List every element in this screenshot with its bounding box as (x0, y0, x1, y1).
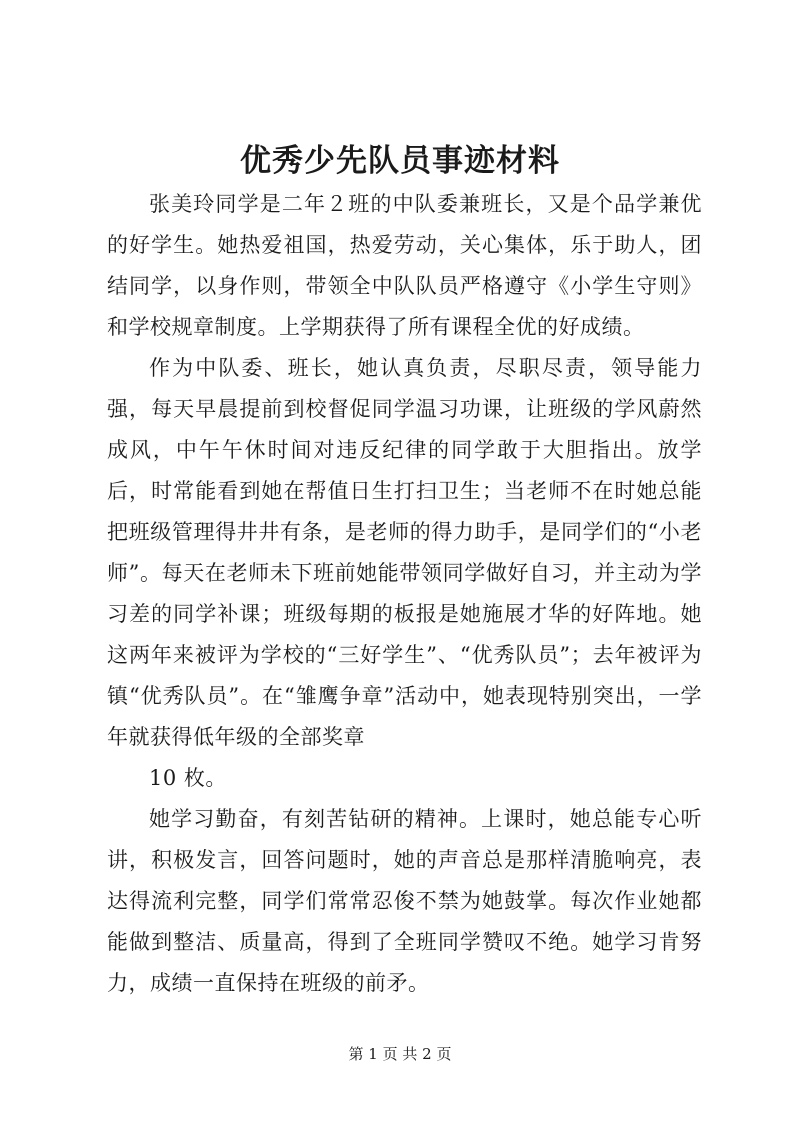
paragraph-intro: 张美玲同学是二年２班的中队委兼班长，又是个品学兼优的好学生。她热爱祖国，热爱劳动，关心集体，乐于助人，团结同学，以身作则，带领全中队队员严格遵守《小学生守则》和学校规章制度。上学期获得了所有课程全优的好成绩。 (107, 192, 702, 339)
page-number-footer: 第 1 页 共 2 页 (348, 1045, 452, 1063)
paragraph-class-leader: 作为中队委、班长，她认真负责，尽职尽责，领导能力强，每天早晨提前到校督促同学温习功课，让班级的学风蔚然成风，中午午休时间对违反纪律的同学敢于大胆指出。放学后，时常能看到她在帮值日生打扫卫生；当老师不在时她总能把班级管理得井井有条，是老师的得力助手，是同学们的“小老师”。每天在老师未下班前她能带领同学做好自习，并主动为学习差的同学补课；班级每期的板报是她施展才华的好阵地。她这两年来被评为学校的“三好学生”、“优秀队员”；去年被评为镇“优秀队员”。在“雏鹰争章”活动中，她表现特别突出，一学年就获得低年级的全部奖章 (107, 356, 702, 749)
document-body (107, 184, 702, 1004)
paragraph-study: 她学习勤奋，有刻苦钻研的精神。上课时，她总能专心听讲，积极发言，回答问题时，她的声音总是那样清脆响亮，表达得流利完整，同学们常常忍俊不禁为她鼓掌。每次作业她都能做到整洁、质量高，得到了全班同学赞叹不绝。她学习肯努力，成绩一直保持在班级的前矛。 (107, 807, 702, 995)
page-title: 优秀少先队员事迹材料 (240, 143, 560, 179)
paragraph-medal-count: 10 枚。 (149, 766, 227, 790)
